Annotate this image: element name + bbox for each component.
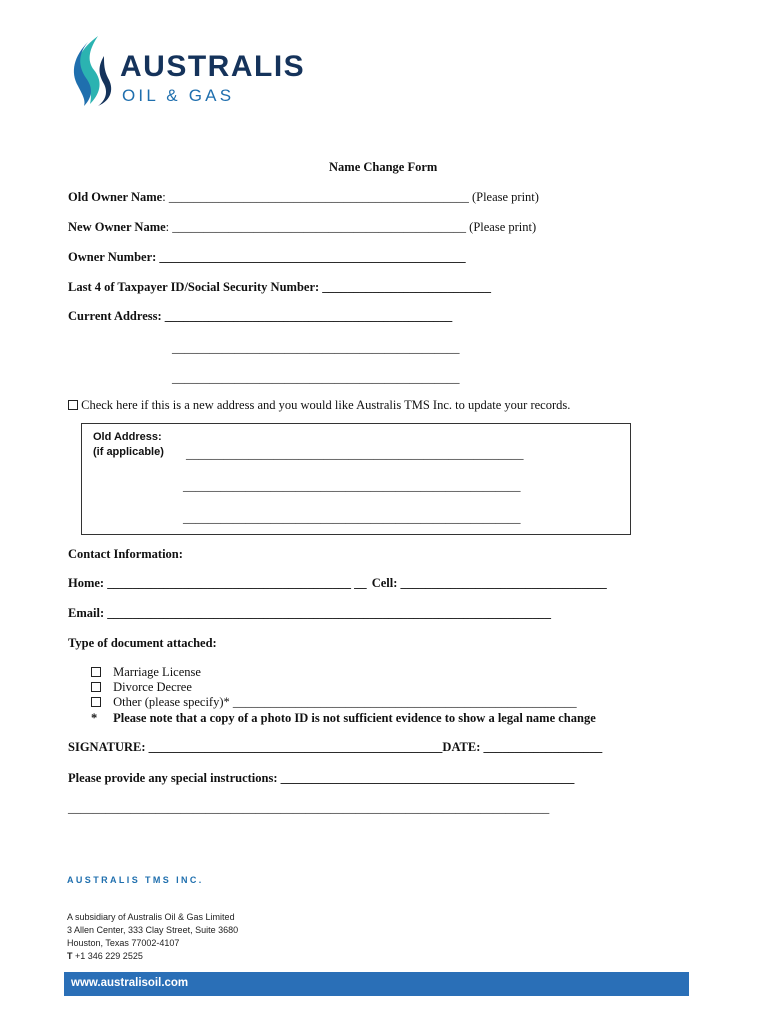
new-owner-label: New Owner Name [68,220,166,234]
option-label: Other (please specify)* _______________________________________________________ [113,695,577,709]
phone-number: +1 346 229 2525 [75,951,143,961]
option-marriage-license[interactable] [91,665,201,680]
marriage-license-checkbox[interactable] [91,667,101,677]
brand-subtitle: OIL & GAS [122,86,235,105]
current-address-field[interactable]: Current Address: ______________________________________________ [68,309,453,323]
signature-date-field[interactable]: SIGNATURE: _______________________________________________DATE: ___________________ [68,740,603,754]
brand-name: AUSTRALIS [120,50,306,83]
option-other[interactable] [91,695,577,710]
note-asterisk: * [91,711,98,725]
last4-taxpayer-field[interactable]: Last 4 of Taxpayer ID/Social Security Number: ___________________________ [68,280,492,294]
australis-logo-icon [68,34,114,108]
website-bar [64,972,689,996]
owner-number-field[interactable]: Owner Number: _________________________________________________ [68,250,466,264]
old-address-line-2[interactable]: ______________________________________________________ [183,479,521,493]
old-owner-field[interactable]: : ________________________________________________ [162,190,472,204]
footer-address-1: 3 Allen Center, 333 Clay Street, Suite 3680 [67,925,239,935]
new-address-check-row[interactable] [68,398,570,413]
option-label: Marriage License [113,665,201,679]
old-address-label: Old Address: [93,431,162,443]
old-owner-label: Old Owner Name [68,190,163,204]
new-address-checkbox[interactable] [68,400,78,410]
option-divorce-decree[interactable] [91,680,192,695]
cell-field[interactable]: _________________________________ [400,576,607,590]
old-owner-please-print: (Please print) [471,190,539,204]
note-text: Please note that a copy of a photo ID is not sufficient evidence to show a legal name change [113,711,596,725]
footer-subsidiary: A subsidiary of Australis Oil & Gas Limited [67,912,235,922]
new-address-check-text: Check here if this is a new address and you would like Australis TMS Inc. to update your records. [81,398,571,412]
new-owner-row[interactable] [68,220,536,235]
old-address-if-applicable: (if applicable) [93,446,164,458]
cell-label: Cell: [371,576,398,590]
website-link[interactable]: www.australisoil.com [71,977,189,989]
special-instructions-line-2[interactable]: _____________________________________________________________________________ [68,801,550,815]
special-instructions-field[interactable]: Please provide any special instructions: _______________________________________________ [68,771,575,785]
new-owner-please-print: (Please print) [469,220,537,234]
home-label: Home: [68,576,105,590]
other-checkbox[interactable] [91,697,101,707]
footer-phone [67,951,143,961]
doc-type-heading: Type of document attached: [68,636,217,650]
old-address-line-1[interactable]: ______________________________________________________ [186,447,524,461]
current-address-line-3[interactable]: ______________________________________________ [172,371,460,385]
email-field[interactable]: Email: _______________________________________________________________________ [68,606,551,620]
home-field[interactable]: _______________________________________ __ [107,576,367,590]
phone-prefix: T [67,951,73,961]
option-label: Divorce Decree [113,680,192,694]
footer-address-2: Houston, Texas 77002-4107 [67,938,180,948]
contact-info-heading: Contact Information: [68,547,183,561]
home-row[interactable] [68,576,607,591]
current-address-line-2[interactable]: ______________________________________________ [172,341,460,355]
divorce-decree-checkbox[interactable] [91,682,101,692]
new-owner-field[interactable]: : _______________________________________________ [165,220,470,234]
old-owner-row[interactable] [68,190,539,205]
old-address-line-3[interactable]: ______________________________________________________ [183,511,521,525]
footer-company: AUSTRALIS TMS INC. [67,875,204,885]
photo-id-note [91,711,596,726]
form-title: Name Change Form [329,160,438,174]
